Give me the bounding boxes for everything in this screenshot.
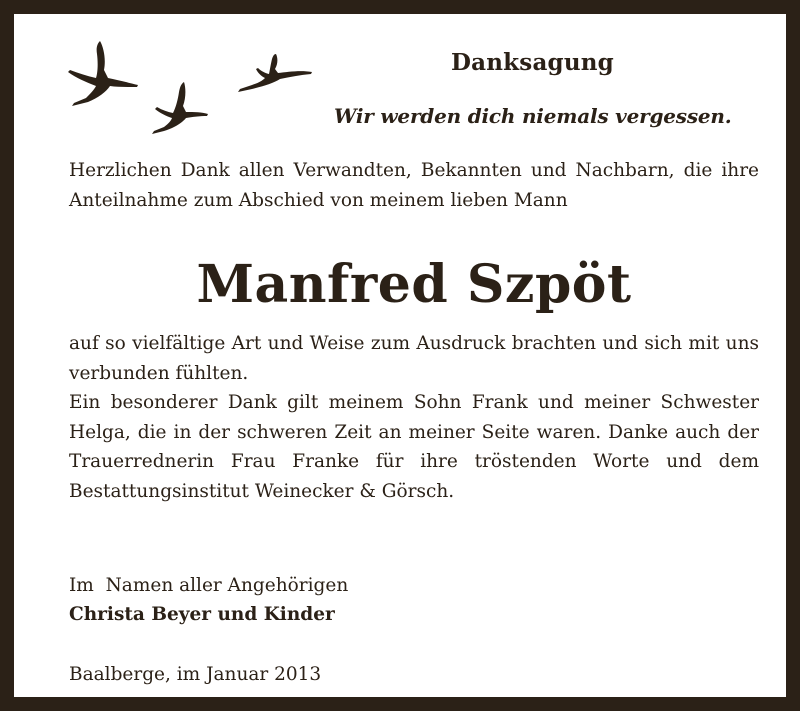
deceased-name: Manfred Szpöt — [196, 254, 632, 315]
intro-paragraph: Herzlichen Dank allen Verwandten, Bekannten und Nachbarn, die ihre Anteilnahme zum Abschied von meinem lieben Mann — [69, 160, 759, 211]
place-date: Baalberge, im Januar 2013 — [69, 664, 322, 685]
body-paragraph — [69, 329, 759, 506]
signature-names: Christa Beyer und Kinder — [69, 604, 335, 625]
signature-line: Im Namen aller Angehörigen — [69, 575, 349, 596]
notice-motto: Wir werden dich niemals vergessen. — [334, 104, 732, 128]
body-paragraph-1: auf so vielfältige Art und Weise zum Ausdruck brachten und sich mit uns verbunden fühlten. — [69, 333, 759, 384]
flying-birds-icon — [62, 36, 322, 141]
body-paragraph-2: Ein besonderer Dank gilt meinem Sohn Frank und meiner Schwester Helga, die in der schweren Zeit an meiner Seite waren. Danke auch der Trauerrednerin Frau Franke für ihre tröstenden Worte und dem Bestattungsinstitut Weinecker & Görsch. — [69, 392, 759, 502]
notice-heading: Danksagung — [451, 49, 614, 76]
